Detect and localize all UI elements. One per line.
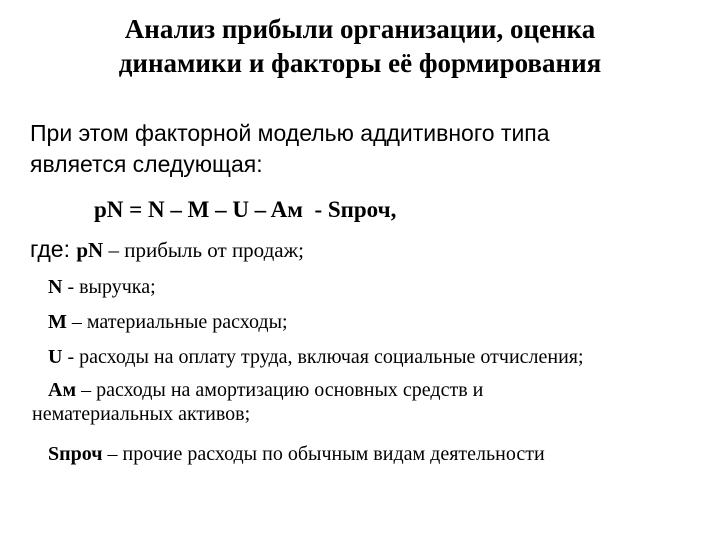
symbol-u: U: [48, 346, 63, 368]
definition-pn-text: – прибыль от продаж;: [103, 238, 304, 262]
definition-n-text: - выручка;: [62, 276, 156, 298]
formula: pN = N – M – U – Aм - Sпроч,: [94, 197, 397, 222]
definition-n: [48, 273, 156, 301]
definition-am: [32, 378, 692, 426]
symbol-m: M: [48, 311, 67, 333]
definition-am-text: – расходы на амортизацию основных средств и: [76, 379, 484, 401]
definition-u-text: - расходы на оплату труда, включая социальные отчисления;: [62, 346, 584, 368]
definition-u: [48, 343, 584, 371]
slide-title: [40, 12, 680, 80]
intro-line-2: является следующая:: [30, 151, 263, 177]
definition-m-text: – материальные расходы;: [66, 311, 288, 333]
symbol-sproch: Sпроч: [48, 443, 103, 465]
symbol-pn: pN: [76, 238, 104, 262]
definition-sproch: [48, 440, 545, 468]
definition-sproch-text: – прочие расходы по обычным видам деятельности: [102, 443, 545, 465]
symbol-am: Aм: [48, 379, 77, 401]
definition-m: [48, 308, 288, 336]
definition-am-line-1: [32, 378, 692, 402]
title-line-1: Анализ прибыли организации, оценка: [124, 14, 596, 44]
where-label: где:: [30, 236, 77, 262]
intro-line-1: При этом факторной моделью аддитивного типа: [30, 120, 550, 146]
definition-pn: [30, 234, 304, 265]
intro-text: [30, 118, 700, 180]
definition-am-line-2: нематериальных активов;: [32, 403, 251, 425]
symbol-n: N: [48, 276, 63, 298]
title-line-2: динамики и факторы её формирования: [118, 48, 602, 78]
